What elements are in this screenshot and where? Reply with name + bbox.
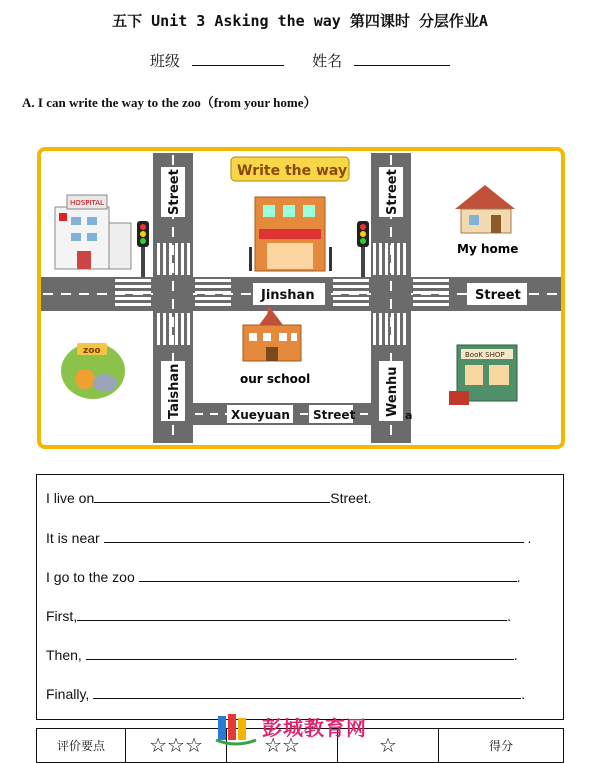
student-info xyxy=(0,50,600,71)
street-label-jinshan: Jinshan xyxy=(261,288,315,303)
line-suffix: Street. xyxy=(330,490,372,506)
street-map xyxy=(37,147,565,449)
eval-one-star[interactable]: ☆ xyxy=(338,729,439,763)
eval-label: 评价要点 xyxy=(37,729,126,763)
zoo-icon xyxy=(61,343,125,399)
watermark-text: 彭城教育网 xyxy=(262,718,367,740)
line-prefix: I live on xyxy=(46,490,95,506)
street-label-taishan: Taishan xyxy=(167,363,182,419)
street-label-left-top: Street xyxy=(167,169,182,215)
our-school-label: our school xyxy=(240,372,311,386)
my-home-label: My home xyxy=(457,242,519,256)
line-suffix: . xyxy=(516,569,521,585)
hospital-sign: HOSPITAL xyxy=(70,199,104,207)
line-prefix: It is near xyxy=(46,530,100,546)
line-suffix: . xyxy=(521,686,526,702)
street-label-right-top: Street xyxy=(385,169,400,215)
name-blank[interactable] xyxy=(354,51,450,66)
answer-blank[interactable] xyxy=(86,646,514,660)
street-label-wenhu: Wenhu xyxy=(385,366,400,417)
writing-line-6 xyxy=(46,685,525,702)
small-letter: a xyxy=(405,409,413,422)
watermark-logo xyxy=(214,712,258,751)
eval-score-label: 得分 xyxy=(439,729,564,763)
write-the-way-badge xyxy=(231,157,349,181)
writing-line-3 xyxy=(46,568,521,585)
line-suffix: . xyxy=(513,647,518,663)
name-label: 姓名 xyxy=(312,53,343,70)
answer-blank[interactable] xyxy=(139,568,517,582)
street-label-bottom-street: Street xyxy=(313,408,356,422)
line-prefix: Finally, xyxy=(46,686,90,702)
writing-line-1 xyxy=(46,489,372,506)
zoo-sign: zoo xyxy=(83,346,101,356)
book-shop-sign: BooK SHOP xyxy=(465,351,505,359)
writing-line-2 xyxy=(46,529,531,546)
answer-blank[interactable] xyxy=(77,607,507,621)
street-label-xueyuan: Xueyuan xyxy=(231,408,290,422)
eval-three-stars[interactable]: ☆☆☆ xyxy=(126,729,227,763)
eval-two-stars[interactable]: ☆☆ xyxy=(227,729,338,763)
page-title: 五下 Unit 3 Asking the way 第四课时 分层作业A xyxy=(112,12,488,30)
class-blank[interactable] xyxy=(192,51,284,66)
writing-line-5 xyxy=(46,646,518,663)
answer-blank[interactable] xyxy=(94,489,330,503)
writing-box xyxy=(36,474,564,720)
answer-blank[interactable] xyxy=(104,529,524,543)
writing-line-4 xyxy=(46,607,511,624)
street-label-right-main: Street xyxy=(475,288,521,303)
line-prefix: Then, xyxy=(46,647,82,663)
line-prefix: I go to the zoo xyxy=(46,569,135,585)
line-prefix: First, xyxy=(46,608,78,624)
book-shop-icon xyxy=(449,345,517,405)
answer-blank[interactable] xyxy=(93,685,521,699)
line-suffix: . xyxy=(507,608,511,624)
books-logo-icon xyxy=(214,712,258,746)
svg-text:Write the way: Write the way xyxy=(237,163,348,179)
shop-building-icon xyxy=(249,197,332,271)
class-label: 班级 xyxy=(149,53,180,70)
line-suffix: . xyxy=(527,530,532,546)
task-a-instruction: A. I can write the way to the zoo（from your home） xyxy=(22,95,317,110)
